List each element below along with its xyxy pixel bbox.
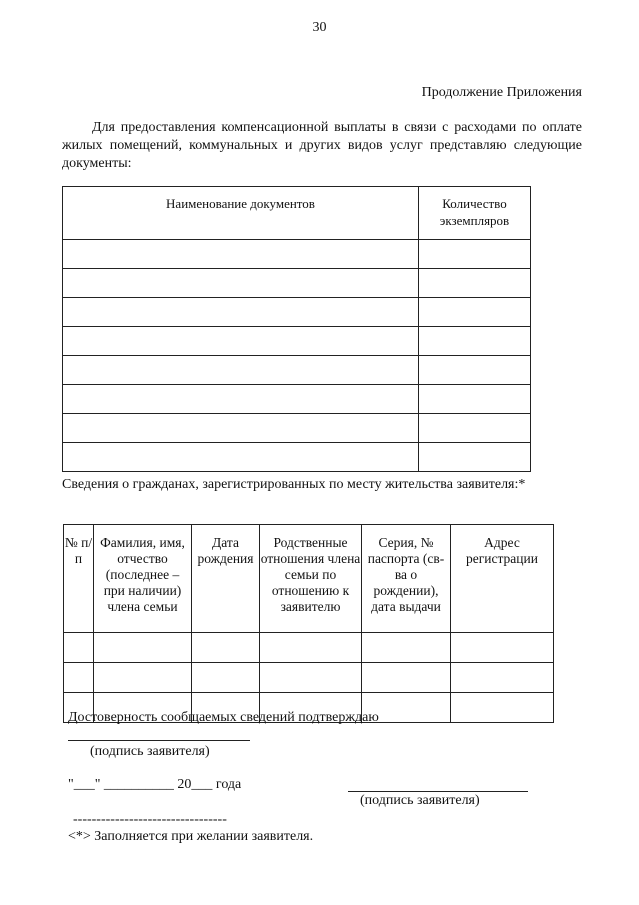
footnote-separator: --------------------------------- bbox=[73, 812, 227, 827]
table-row bbox=[63, 269, 531, 298]
citizens-header-relation: Родственные отношения члена семьи по отношению к заявителю bbox=[260, 525, 362, 633]
page-number: 30 bbox=[312, 20, 327, 35]
table-cell bbox=[260, 663, 362, 693]
citizens-header-address: Адрес регистрации bbox=[451, 525, 554, 633]
table-cell bbox=[64, 633, 94, 663]
table-cell bbox=[362, 633, 451, 663]
table-cell bbox=[63, 269, 419, 298]
documents-header-name: Наименование документов bbox=[63, 187, 419, 240]
table-cell bbox=[419, 240, 531, 269]
table-row bbox=[63, 298, 531, 327]
citizens-intro: Сведения о гражданах, зарегистрированных по месту жительства заявителя:* bbox=[62, 477, 526, 492]
table-cell bbox=[419, 327, 531, 356]
documents-header-count: Количество экземпляров bbox=[419, 187, 531, 240]
citizens-header-birthdate: Дата рождения bbox=[192, 525, 260, 633]
table-cell bbox=[451, 663, 554, 693]
table-cell bbox=[451, 693, 554, 723]
table-cell bbox=[63, 443, 419, 472]
table-row bbox=[63, 414, 531, 443]
table-cell bbox=[419, 298, 531, 327]
table-cell bbox=[94, 663, 192, 693]
table-cell bbox=[419, 414, 531, 443]
footnote: <*> Заполняется при желании заявителя. bbox=[68, 829, 314, 844]
signature-caption-2: (подпись заявителя) bbox=[360, 793, 480, 808]
table-cell bbox=[192, 663, 260, 693]
table-cell bbox=[63, 327, 419, 356]
citizens-intro-block bbox=[62, 476, 582, 494]
table-row bbox=[63, 327, 531, 356]
signature-line-2 bbox=[348, 791, 528, 792]
table-cell bbox=[63, 385, 419, 414]
table-cell bbox=[260, 633, 362, 663]
table-row bbox=[63, 356, 531, 385]
table-cell bbox=[419, 356, 531, 385]
signature-caption-1: (подпись заявителя) bbox=[90, 744, 210, 759]
table-cell bbox=[451, 633, 554, 663]
table-cell bbox=[419, 443, 531, 472]
citizens-table bbox=[63, 524, 554, 723]
table-cell bbox=[63, 356, 419, 385]
citizens-header-passport: Серия, № паспорта (св-ва о рождении), дата выдачи bbox=[362, 525, 451, 633]
table-row bbox=[63, 443, 531, 472]
citizens-header-number: № п/п bbox=[64, 525, 94, 633]
table-row bbox=[63, 240, 531, 269]
table-cell bbox=[63, 298, 419, 327]
table-cell bbox=[64, 663, 94, 693]
table-row bbox=[64, 663, 554, 693]
table-cell bbox=[419, 385, 531, 414]
table-cell bbox=[63, 414, 419, 443]
intro-paragraph-block bbox=[62, 119, 582, 173]
date-line: "___" __________ 20___ года bbox=[68, 777, 242, 792]
signature-line-1 bbox=[68, 740, 250, 741]
intro-paragraph: Для предоставления компенсационной выплаты в связи с расходами по оплате жилых помещений, коммунальных и других видов услуг представляю следующие документы: bbox=[62, 120, 582, 171]
table-cell bbox=[362, 663, 451, 693]
table-cell bbox=[419, 269, 531, 298]
table-cell bbox=[94, 633, 192, 663]
documents-table bbox=[62, 186, 531, 472]
table-row bbox=[64, 633, 554, 663]
citizens-header-name: Фамилия, имя, отчество (последнее – при наличии) члена семьи bbox=[94, 525, 192, 633]
table-cell bbox=[192, 633, 260, 663]
confirmation-text: Достоверность сообщаемых сведений подтверждаю bbox=[68, 710, 379, 725]
table-row bbox=[63, 385, 531, 414]
table-cell bbox=[63, 240, 419, 269]
continuation-title: Продолжение Приложения bbox=[421, 85, 582, 100]
